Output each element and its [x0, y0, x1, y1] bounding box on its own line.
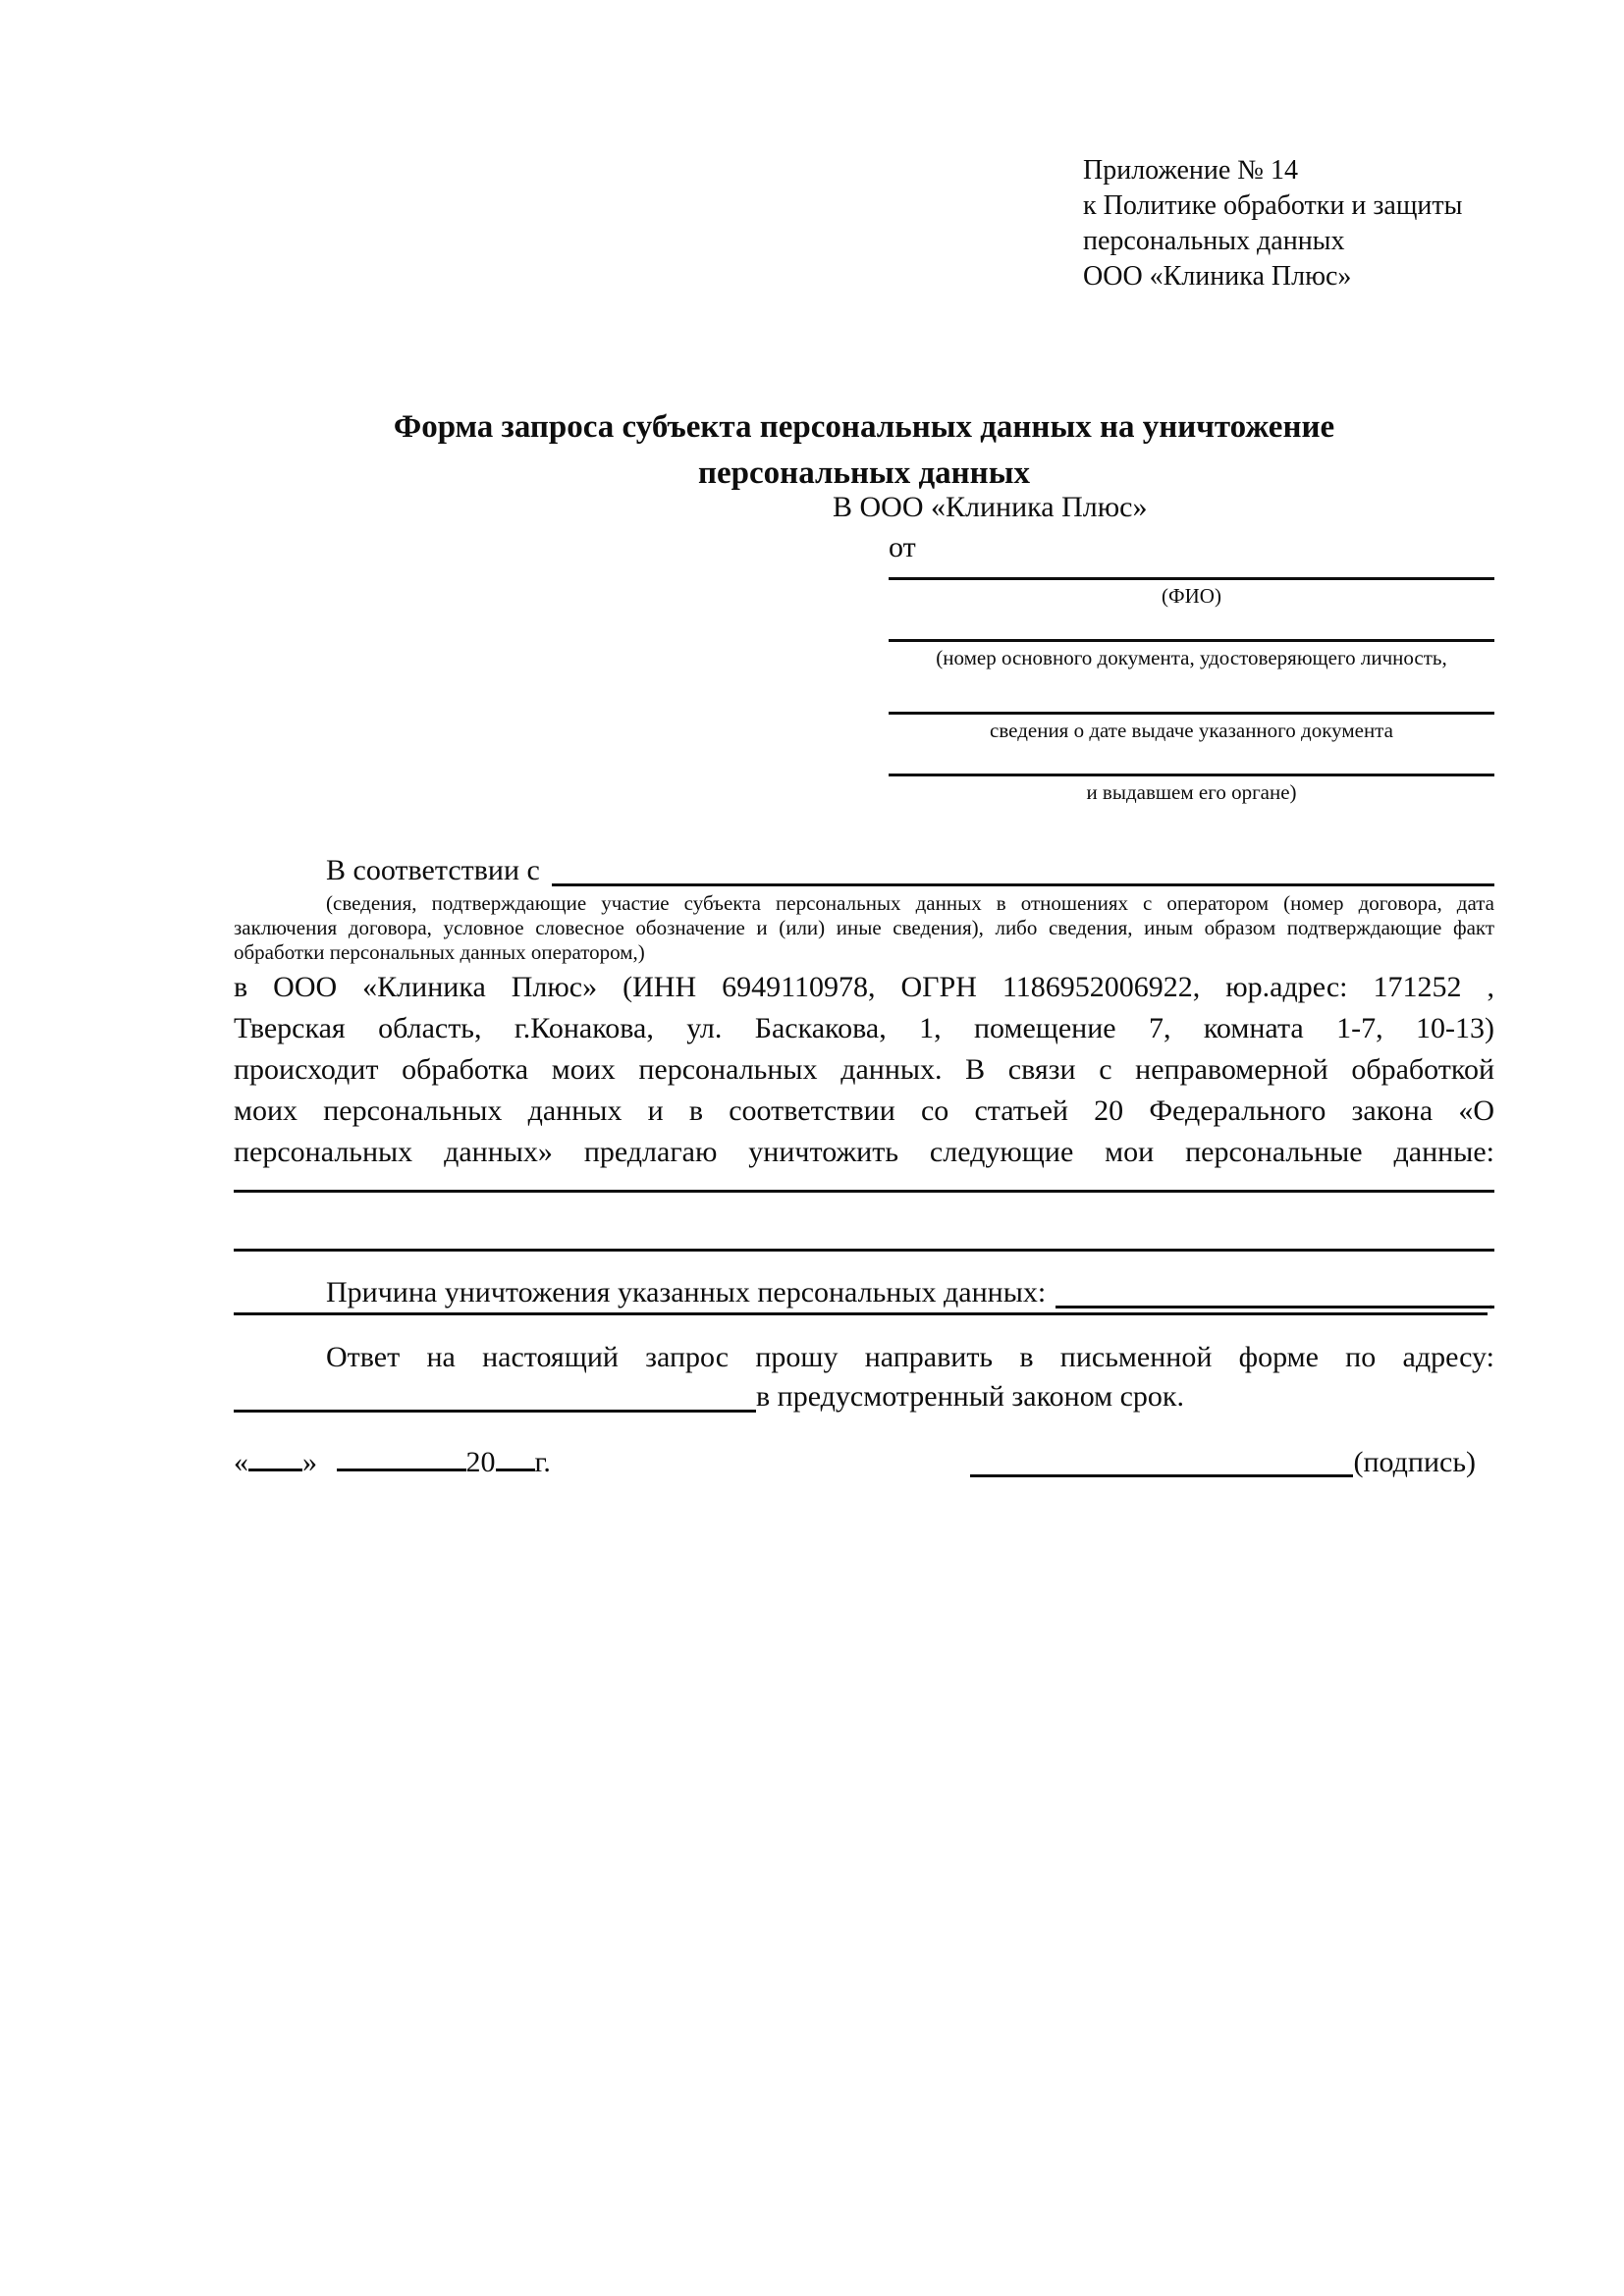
data-blank-line-2: [234, 1249, 1494, 1252]
form-title-line: Форма запроса субъекта персональных данных на уничтожение: [393, 409, 1335, 445]
form-title: [234, 404, 1494, 497]
footnote-line: заключения договора, условное словесное обозначение и (или) иные сведения), либо сведения, иным образом подтверждающие факт: [234, 916, 1494, 939]
footnote-line: (сведения, подтверждающие участие субъекта персональных данных в отношениях с оператором (номер договора, дата: [326, 891, 1494, 915]
signature-caption: (подпись): [1353, 1446, 1476, 1478]
main-paragraph-line: происходит обработка моих персональных данных. В связи с неправомерной обработкой: [234, 1053, 1494, 1086]
appendix-header-line: к Политике обработки и защиты: [1083, 190, 1463, 221]
close-quote: »: [302, 1446, 317, 1478]
response-address-row: [234, 1376, 1494, 1417]
issuing-authority-caption: и выдавшем его органе): [1086, 780, 1297, 804]
appendix-header-line: Приложение № 14: [1083, 155, 1298, 186]
reason-continuation-row: [234, 1283, 1494, 1320]
response-paragraph: Ответ на настоящий запрос прошу направить в письменной форме по адресу:: [326, 1341, 1494, 1373]
main-paragraph-line: в ООО «Клиника Плюс» (ИНН 6949110978, ОГРН 1186952006922, юр.адрес: 171252 ,: [234, 971, 1494, 1003]
accordance-label: В соответствии с: [326, 854, 540, 886]
year-suffix: г.: [534, 1446, 551, 1478]
data-blank-line-1: [234, 1190, 1494, 1193]
document-number-blank-line: [889, 639, 1494, 669]
footnote-line: обработки персональных данных оператором,): [234, 940, 645, 964]
day-blank-line: [248, 1468, 302, 1471]
reason-label: Причина уничтожения указанных персональных данных:: [326, 1276, 1047, 1308]
signature-row: [970, 1443, 1476, 1482]
document-number-caption: (номер основного документа, удостоверяющего личность,: [936, 646, 1447, 669]
fio-blank-line: [889, 577, 1494, 608]
year-prefix: 20: [465, 1446, 496, 1478]
year-blank-line: [496, 1468, 535, 1471]
reason-continuation-blank-line: [234, 1312, 1488, 1315]
main-paragraph: [234, 967, 1494, 1173]
signature-blank-line: [970, 1474, 1353, 1477]
appendix-header-line: персональных данных: [1083, 226, 1345, 256]
from-label: от: [889, 531, 916, 563]
issuing-authority-blank-line: [889, 774, 1494, 804]
fio-caption: (ФИО): [1162, 584, 1221, 608]
form-title-line: персональных данных: [698, 455, 1030, 491]
open-quote: «: [234, 1446, 248, 1478]
issue-date-blank-line: [889, 712, 1494, 742]
accordance-blank-line: [552, 883, 1494, 886]
accordance-row: [234, 850, 1494, 891]
main-paragraph-line: моих персональных данных и в соответствии со статьей 20 Федерального закона «О: [234, 1095, 1494, 1127]
footnote: [234, 891, 1494, 965]
response-tail: в предусмотренный законом срок.: [756, 1380, 1184, 1413]
addressee-org: В ООО «Клиника Плюс»: [833, 491, 1148, 523]
appendix-header-line: ООО «Клиника Плюс»: [1083, 261, 1352, 292]
main-paragraph-line: персональных данных» предлагаю уничтожить следующие мои персональные данные:: [234, 1136, 1494, 1168]
main-paragraph-line: Тверская область, г.Конакова, ул. Баскакова, 1, помещение 7, комната 1-7, 10-13): [234, 1012, 1494, 1044]
date-row: [234, 1443, 551, 1482]
issue-date-caption: сведения о дате выдаче указанного документа: [990, 719, 1393, 742]
appendix-header: [1083, 153, 1462, 294]
address-blank-line: [234, 1410, 756, 1413]
line-end-period: .: [1487, 1283, 1494, 1315]
month-blank-line: [337, 1468, 466, 1471]
